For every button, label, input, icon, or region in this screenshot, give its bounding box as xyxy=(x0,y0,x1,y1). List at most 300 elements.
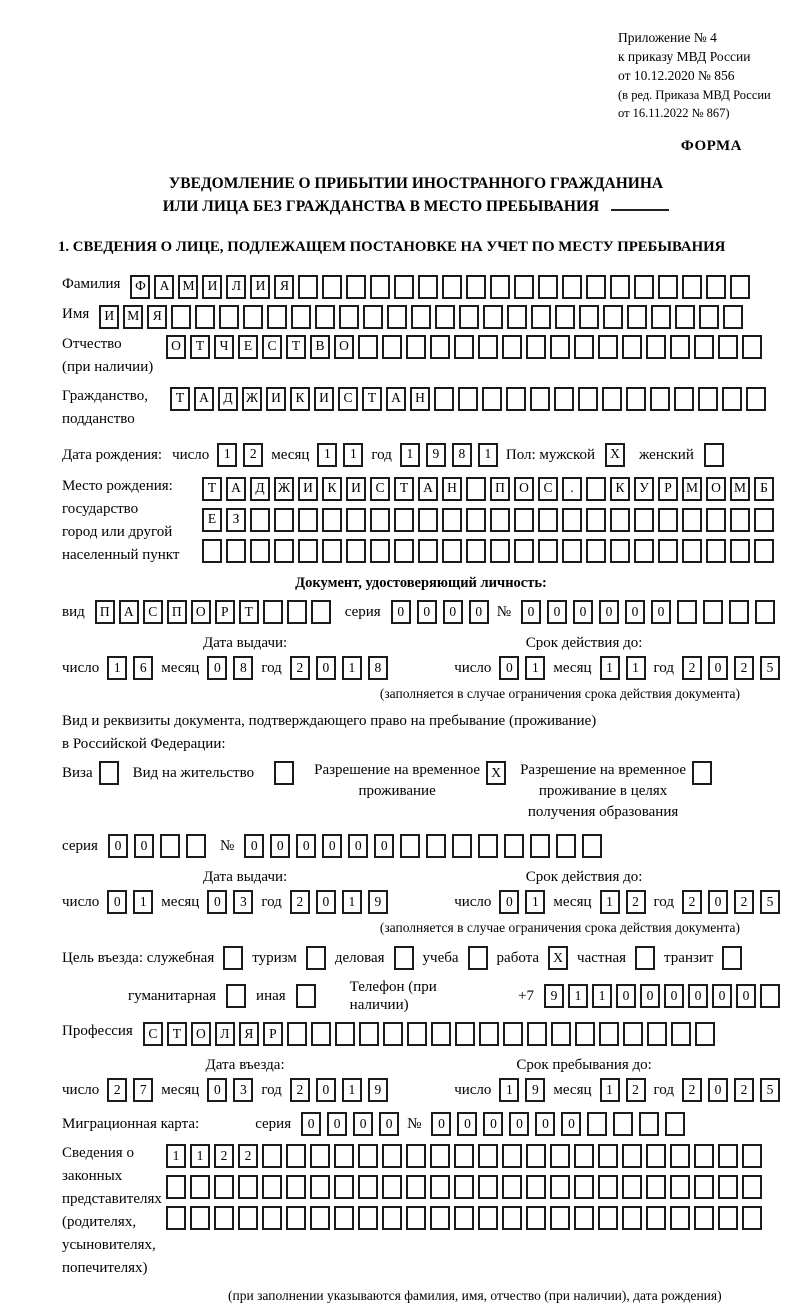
permit-number-cell[interactable]: 0 xyxy=(270,834,290,858)
permit-issue-day-cell[interactable]: 1 xyxy=(133,890,153,914)
profession-cell[interactable] xyxy=(359,1022,379,1046)
representatives-cell[interactable] xyxy=(694,1144,714,1168)
birthplace-cell[interactable]: С xyxy=(370,477,390,501)
permit-number-cell[interactable] xyxy=(582,834,602,858)
birthplace-cell[interactable]: Н xyxy=(442,477,462,501)
given-name-cell[interactable] xyxy=(627,305,647,329)
representatives-cell[interactable] xyxy=(382,1175,402,1199)
profession-cell[interactable] xyxy=(311,1022,331,1046)
birthplace-cell[interactable] xyxy=(322,508,342,532)
given-name-cell[interactable] xyxy=(651,305,671,329)
representatives-cell[interactable] xyxy=(454,1175,474,1199)
citizenship-cell[interactable] xyxy=(530,387,550,411)
given-name-cell[interactable] xyxy=(603,305,623,329)
permit-series-cell[interactable] xyxy=(160,834,180,858)
phone-cell[interactable]: 1 xyxy=(592,984,612,1008)
birthplace-cell[interactable] xyxy=(490,508,510,532)
representatives-cell[interactable] xyxy=(406,1175,426,1199)
purpose-other-checkbox[interactable] xyxy=(296,984,316,1008)
migration-number-cell[interactable]: 0 xyxy=(431,1112,451,1136)
birthplace-cell[interactable] xyxy=(610,508,630,532)
birthplace-cell[interactable] xyxy=(754,539,774,563)
birthplace-cell[interactable]: О xyxy=(514,477,534,501)
doc-type-cell[interactable]: Т xyxy=(239,600,259,624)
phone-cell[interactable]: 0 xyxy=(736,984,756,1008)
stay-day-cell[interactable]: 9 xyxy=(525,1078,545,1102)
permit-issue-year-cell[interactable]: 1 xyxy=(342,890,362,914)
permit-valid-day-cell[interactable]: 0 xyxy=(499,890,519,914)
birthplace-cell[interactable] xyxy=(514,508,534,532)
phone-cell[interactable] xyxy=(760,984,780,1008)
permit-number-cell[interactable]: 0 xyxy=(296,834,316,858)
birthplace-cell[interactable]: Т xyxy=(394,477,414,501)
permit-series-cell[interactable]: 0 xyxy=(108,834,128,858)
birthplace-cell[interactable] xyxy=(298,508,318,532)
citizenship-cell[interactable] xyxy=(722,387,742,411)
representatives-cell[interactable] xyxy=(430,1175,450,1199)
profession-cell[interactable] xyxy=(551,1022,571,1046)
representatives-cell[interactable] xyxy=(334,1206,354,1230)
patronymic-cell[interactable]: Ч xyxy=(214,335,234,359)
doc-type-cell[interactable]: С xyxy=(143,600,163,624)
migration-series-cell[interactable]: 0 xyxy=(301,1112,321,1136)
surname-cell[interactable] xyxy=(298,275,318,299)
birthplace-cell[interactable] xyxy=(250,508,270,532)
representatives-cell[interactable] xyxy=(526,1175,546,1199)
birthplace-cell[interactable] xyxy=(442,508,462,532)
permit-number-cell[interactable]: 0 xyxy=(374,834,394,858)
profession-cell[interactable] xyxy=(335,1022,355,1046)
representatives-cell[interactable] xyxy=(622,1144,642,1168)
doc-issue-day-cell[interactable]: 1 xyxy=(107,656,127,680)
given-name-cell[interactable] xyxy=(531,305,551,329)
purpose-work-checkbox[interactable]: X xyxy=(548,946,568,970)
profession-cell[interactable] xyxy=(527,1022,547,1046)
surname-cell[interactable] xyxy=(682,275,702,299)
doc-issue-month-cell[interactable]: 8 xyxy=(233,656,253,680)
purpose-study-checkbox[interactable] xyxy=(468,946,488,970)
migration-number-cell[interactable]: 0 xyxy=(535,1112,555,1136)
citizenship-cell[interactable] xyxy=(578,387,598,411)
profession-cell[interactable] xyxy=(623,1022,643,1046)
given-name-cell[interactable] xyxy=(699,305,719,329)
representatives-cell[interactable] xyxy=(502,1175,522,1199)
representatives-cell[interactable] xyxy=(214,1175,234,1199)
birthplace-cell[interactable] xyxy=(730,539,750,563)
doc-issue-year-cell[interactable]: 8 xyxy=(368,656,388,680)
given-name-cell[interactable]: И xyxy=(99,305,119,329)
birthplace-cell[interactable] xyxy=(682,539,702,563)
representatives-cell[interactable] xyxy=(310,1206,330,1230)
representatives-cell[interactable]: 2 xyxy=(238,1144,258,1168)
birthplace-cell[interactable]: И xyxy=(346,477,366,501)
doc-type-cell[interactable]: П xyxy=(95,600,115,624)
citizenship-cell[interactable] xyxy=(458,387,478,411)
entry-month-cell[interactable]: 3 xyxy=(233,1078,253,1102)
birthplace-cell[interactable]: Д xyxy=(250,477,270,501)
birthplace-cell[interactable] xyxy=(682,508,702,532)
birthplace-cell[interactable] xyxy=(706,539,726,563)
permit-valid-year-cell[interactable]: 5 xyxy=(760,890,780,914)
migration-number-cell[interactable]: 0 xyxy=(561,1112,581,1136)
doc-number-cell[interactable] xyxy=(729,600,749,624)
purpose-official-checkbox[interactable] xyxy=(223,946,243,970)
representatives-cell[interactable] xyxy=(478,1144,498,1168)
citizenship-cell[interactable] xyxy=(746,387,766,411)
given-name-cell[interactable] xyxy=(675,305,695,329)
representatives-cell[interactable] xyxy=(478,1175,498,1199)
sex-male-checkbox[interactable]: X xyxy=(605,443,625,467)
profession-cell[interactable] xyxy=(383,1022,403,1046)
citizenship-cell[interactable]: Ж xyxy=(242,387,262,411)
representatives-cell[interactable] xyxy=(622,1206,642,1230)
birthplace-cell[interactable] xyxy=(754,508,774,532)
birth-month-cell[interactable]: 1 xyxy=(343,443,363,467)
migration-series-cell[interactable]: 0 xyxy=(327,1112,347,1136)
phone-cell[interactable]: 0 xyxy=(664,984,684,1008)
surname-cell[interactable] xyxy=(442,275,462,299)
doc-valid-month-cell[interactable]: 1 xyxy=(626,656,646,680)
patronymic-cell[interactable] xyxy=(526,335,546,359)
phone-cell[interactable]: 1 xyxy=(568,984,588,1008)
profession-cell[interactable]: Т xyxy=(167,1022,187,1046)
citizenship-cell[interactable] xyxy=(626,387,646,411)
birthplace-cell[interactable] xyxy=(706,508,726,532)
doc-number-cell[interactable]: 0 xyxy=(625,600,645,624)
patronymic-cell[interactable]: В xyxy=(310,335,330,359)
permit-valid-day-cell[interactable]: 1 xyxy=(525,890,545,914)
representatives-cell[interactable] xyxy=(574,1206,594,1230)
phone-cell[interactable]: 0 xyxy=(640,984,660,1008)
birthplace-cell[interactable] xyxy=(610,539,630,563)
representatives-cell[interactable] xyxy=(286,1206,306,1230)
birth-month-cell[interactable]: 1 xyxy=(317,443,337,467)
doc-series-cell[interactable]: 0 xyxy=(443,600,463,624)
birthplace-cell[interactable]: З xyxy=(226,508,246,532)
birthplace-cell[interactable]: М xyxy=(730,477,750,501)
stay-day-cell[interactable]: 1 xyxy=(499,1078,519,1102)
profession-cell[interactable] xyxy=(455,1022,475,1046)
citizenship-cell[interactable] xyxy=(434,387,454,411)
surname-cell[interactable] xyxy=(322,275,342,299)
purpose-business-checkbox[interactable] xyxy=(394,946,414,970)
patronymic-cell[interactable] xyxy=(598,335,618,359)
surname-cell[interactable]: Л xyxy=(226,275,246,299)
representatives-cell[interactable] xyxy=(286,1144,306,1168)
citizenship-cell[interactable]: А xyxy=(386,387,406,411)
representatives-cell[interactable] xyxy=(670,1144,690,1168)
given-name-cell[interactable]: М xyxy=(123,305,143,329)
patronymic-cell[interactable] xyxy=(406,335,426,359)
birthplace-cell[interactable]: Б xyxy=(754,477,774,501)
permit-issue-month-cell[interactable]: 0 xyxy=(207,890,227,914)
representatives-cell[interactable] xyxy=(646,1175,666,1199)
surname-cell[interactable] xyxy=(514,275,534,299)
citizenship-cell[interactable]: Д xyxy=(218,387,238,411)
migration-number-cell[interactable]: 0 xyxy=(483,1112,503,1136)
representatives-cell[interactable] xyxy=(358,1175,378,1199)
stay-month-cell[interactable]: 1 xyxy=(600,1078,620,1102)
citizenship-cell[interactable]: Т xyxy=(170,387,190,411)
birthplace-cell[interactable]: П xyxy=(490,477,510,501)
doc-number-cell[interactable]: 0 xyxy=(573,600,593,624)
doc-valid-year-cell[interactable]: 2 xyxy=(682,656,702,680)
birthplace-cell[interactable] xyxy=(538,539,558,563)
birthplace-cell[interactable] xyxy=(658,508,678,532)
stay-year-cell[interactable]: 2 xyxy=(682,1078,702,1102)
birthplace-cell[interactable] xyxy=(658,539,678,563)
representatives-cell[interactable] xyxy=(286,1175,306,1199)
birthplace-cell[interactable] xyxy=(730,508,750,532)
profession-cell[interactable] xyxy=(647,1022,667,1046)
birth-year-cell[interactable]: 8 xyxy=(452,443,472,467)
permit-number-cell[interactable] xyxy=(400,834,420,858)
patronymic-cell[interactable] xyxy=(646,335,666,359)
citizenship-cell[interactable]: С xyxy=(338,387,358,411)
entry-year-cell[interactable]: 0 xyxy=(316,1078,336,1102)
patronymic-cell[interactable] xyxy=(478,335,498,359)
given-name-cell[interactable] xyxy=(195,305,215,329)
doc-valid-month-cell[interactable]: 1 xyxy=(600,656,620,680)
surname-cell[interactable]: И xyxy=(202,275,222,299)
birth-year-cell[interactable]: 1 xyxy=(400,443,420,467)
stay-year-cell[interactable]: 0 xyxy=(708,1078,728,1102)
citizenship-cell[interactable] xyxy=(698,387,718,411)
birthplace-cell[interactable] xyxy=(634,539,654,563)
birth-day-cell[interactable]: 2 xyxy=(243,443,263,467)
stay-month-cell[interactable]: 2 xyxy=(626,1078,646,1102)
surname-cell[interactable] xyxy=(562,275,582,299)
permit-number-cell[interactable]: 0 xyxy=(322,834,342,858)
representatives-cell[interactable] xyxy=(718,1144,738,1168)
birth-day-cell[interactable]: 1 xyxy=(217,443,237,467)
entry-day-cell[interactable]: 7 xyxy=(133,1078,153,1102)
birthplace-cell[interactable] xyxy=(418,508,438,532)
doc-number-cell[interactable] xyxy=(677,600,697,624)
representatives-cell[interactable] xyxy=(694,1175,714,1199)
migration-number-cell[interactable] xyxy=(639,1112,659,1136)
representatives-cell[interactable] xyxy=(598,1206,618,1230)
birthplace-cell[interactable] xyxy=(250,539,270,563)
representatives-cell[interactable]: 1 xyxy=(190,1144,210,1168)
profession-cell[interactable] xyxy=(575,1022,595,1046)
citizenship-cell[interactable] xyxy=(554,387,574,411)
representatives-cell[interactable] xyxy=(310,1144,330,1168)
given-name-cell[interactable] xyxy=(219,305,239,329)
representatives-cell[interactable] xyxy=(454,1144,474,1168)
patronymic-cell[interactable] xyxy=(718,335,738,359)
permit-issue-day-cell[interactable]: 0 xyxy=(107,890,127,914)
doc-type-cell[interactable] xyxy=(311,600,331,624)
temp-residence-checkbox[interactable]: X xyxy=(486,761,506,785)
visa-checkbox[interactable] xyxy=(99,761,119,785)
patronymic-cell[interactable] xyxy=(622,335,642,359)
patronymic-cell[interactable] xyxy=(382,335,402,359)
permit-issue-year-cell[interactable]: 9 xyxy=(368,890,388,914)
permit-issue-year-cell[interactable]: 2 xyxy=(290,890,310,914)
patronymic-cell[interactable] xyxy=(670,335,690,359)
representatives-cell[interactable] xyxy=(358,1144,378,1168)
profession-cell[interactable] xyxy=(287,1022,307,1046)
birth-year-cell[interactable]: 9 xyxy=(426,443,446,467)
representatives-cell[interactable] xyxy=(334,1175,354,1199)
birthplace-cell[interactable]: С xyxy=(538,477,558,501)
permit-number-cell[interactable] xyxy=(504,834,524,858)
representatives-cell[interactable] xyxy=(238,1206,258,1230)
representatives-cell[interactable] xyxy=(718,1175,738,1199)
citizenship-cell[interactable] xyxy=(602,387,622,411)
doc-series-cell[interactable]: 0 xyxy=(469,600,489,624)
birthplace-cell[interactable] xyxy=(370,508,390,532)
representatives-cell[interactable] xyxy=(430,1144,450,1168)
surname-cell[interactable] xyxy=(394,275,414,299)
birthplace-cell[interactable] xyxy=(202,539,222,563)
birthplace-cell[interactable] xyxy=(322,539,342,563)
stay-year-cell[interactable]: 2 xyxy=(734,1078,754,1102)
entry-year-cell[interactable]: 2 xyxy=(290,1078,310,1102)
profession-cell[interactable] xyxy=(431,1022,451,1046)
given-name-cell[interactable] xyxy=(579,305,599,329)
permit-valid-year-cell[interactable]: 2 xyxy=(734,890,754,914)
representatives-cell[interactable] xyxy=(454,1206,474,1230)
birthplace-cell[interactable] xyxy=(586,539,606,563)
representatives-cell[interactable] xyxy=(742,1175,762,1199)
permit-number-cell[interactable] xyxy=(530,834,550,858)
representatives-cell[interactable] xyxy=(526,1206,546,1230)
representatives-cell[interactable] xyxy=(550,1144,570,1168)
birthplace-cell[interactable]: У xyxy=(634,477,654,501)
representatives-cell[interactable]: 1 xyxy=(166,1144,186,1168)
representatives-cell[interactable] xyxy=(598,1144,618,1168)
permit-number-cell[interactable] xyxy=(556,834,576,858)
doc-number-cell[interactable]: 0 xyxy=(547,600,567,624)
migration-series-cell[interactable]: 0 xyxy=(353,1112,373,1136)
profession-cell[interactable]: Р xyxy=(263,1022,283,1046)
representatives-cell[interactable] xyxy=(382,1144,402,1168)
doc-type-cell[interactable]: О xyxy=(191,600,211,624)
surname-cell[interactable] xyxy=(370,275,390,299)
representatives-cell[interactable] xyxy=(358,1206,378,1230)
doc-type-cell[interactable]: Р xyxy=(215,600,235,624)
patronymic-cell[interactable] xyxy=(430,335,450,359)
surname-cell[interactable]: Я xyxy=(274,275,294,299)
birthplace-cell[interactable]: . xyxy=(562,477,582,501)
entry-year-cell[interactable]: 1 xyxy=(342,1078,362,1102)
doc-issue-month-cell[interactable]: 0 xyxy=(207,656,227,680)
birthplace-cell[interactable] xyxy=(586,477,606,501)
birthplace-cell[interactable]: А xyxy=(226,477,246,501)
birthplace-cell[interactable] xyxy=(490,539,510,563)
surname-cell[interactable] xyxy=(538,275,558,299)
stay-year-cell[interactable]: 5 xyxy=(760,1078,780,1102)
purpose-transit-checkbox[interactable] xyxy=(722,946,742,970)
birthplace-cell[interactable]: О xyxy=(706,477,726,501)
birthplace-cell[interactable]: Т xyxy=(202,477,222,501)
birthplace-cell[interactable]: Р xyxy=(658,477,678,501)
representatives-cell[interactable] xyxy=(214,1206,234,1230)
permit-number-cell[interactable]: 0 xyxy=(244,834,264,858)
doc-type-cell[interactable]: П xyxy=(167,600,187,624)
doc-number-cell[interactable]: 0 xyxy=(599,600,619,624)
patronymic-cell[interactable]: Е xyxy=(238,335,258,359)
birthplace-cell[interactable] xyxy=(538,508,558,532)
birthplace-cell[interactable] xyxy=(274,539,294,563)
representatives-cell[interactable] xyxy=(574,1175,594,1199)
migration-series-cell[interactable]: 0 xyxy=(379,1112,399,1136)
given-name-cell[interactable] xyxy=(339,305,359,329)
phone-cell[interactable]: 0 xyxy=(616,984,636,1008)
birthplace-cell[interactable]: К xyxy=(322,477,342,501)
doc-valid-day-cell[interactable]: 1 xyxy=(525,656,545,680)
doc-type-cell[interactable] xyxy=(263,600,283,624)
permit-number-cell[interactable] xyxy=(478,834,498,858)
permit-issue-month-cell[interactable]: 3 xyxy=(233,890,253,914)
surname-cell[interactable]: М xyxy=(178,275,198,299)
birthplace-cell[interactable]: Ж xyxy=(274,477,294,501)
representatives-cell[interactable] xyxy=(718,1206,738,1230)
surname-cell[interactable]: А xyxy=(154,275,174,299)
representatives-cell[interactable] xyxy=(646,1206,666,1230)
birthplace-cell[interactable]: Е xyxy=(202,508,222,532)
birthplace-cell[interactable]: А xyxy=(418,477,438,501)
permit-number-cell[interactable] xyxy=(452,834,472,858)
representatives-cell[interactable] xyxy=(742,1144,762,1168)
birthplace-cell[interactable] xyxy=(298,539,318,563)
citizenship-cell[interactable]: И xyxy=(314,387,334,411)
profession-cell[interactable]: О xyxy=(191,1022,211,1046)
migration-number-cell[interactable]: 0 xyxy=(509,1112,529,1136)
given-name-cell[interactable] xyxy=(387,305,407,329)
given-name-cell[interactable] xyxy=(267,305,287,329)
citizenship-cell[interactable]: К xyxy=(290,387,310,411)
purpose-tourism-checkbox[interactable] xyxy=(306,946,326,970)
surname-cell[interactable] xyxy=(346,275,366,299)
birthplace-cell[interactable] xyxy=(418,539,438,563)
citizenship-cell[interactable] xyxy=(482,387,502,411)
doc-number-cell[interactable] xyxy=(755,600,775,624)
doc-series-cell[interactable]: 0 xyxy=(391,600,411,624)
birthplace-cell[interactable] xyxy=(442,539,462,563)
doc-valid-year-cell[interactable]: 2 xyxy=(734,656,754,680)
representatives-cell[interactable] xyxy=(406,1206,426,1230)
representatives-cell[interactable] xyxy=(670,1206,690,1230)
representatives-cell[interactable] xyxy=(334,1144,354,1168)
profession-cell[interactable] xyxy=(479,1022,499,1046)
migration-number-cell[interactable]: 0 xyxy=(457,1112,477,1136)
doc-number-cell[interactable] xyxy=(703,600,723,624)
doc-issue-day-cell[interactable]: 6 xyxy=(133,656,153,680)
birthplace-cell[interactable] xyxy=(562,539,582,563)
patronymic-cell[interactable]: О xyxy=(166,335,186,359)
representatives-cell[interactable] xyxy=(430,1206,450,1230)
doc-issue-year-cell[interactable]: 2 xyxy=(290,656,310,680)
representatives-cell[interactable] xyxy=(262,1144,282,1168)
profession-cell[interactable] xyxy=(503,1022,523,1046)
doc-type-cell[interactable] xyxy=(287,600,307,624)
representatives-cell[interactable] xyxy=(694,1206,714,1230)
permit-number-cell[interactable]: 0 xyxy=(348,834,368,858)
sex-female-checkbox[interactable] xyxy=(704,443,724,467)
birthplace-cell[interactable] xyxy=(346,508,366,532)
surname-cell[interactable] xyxy=(586,275,606,299)
birthplace-cell[interactable] xyxy=(562,508,582,532)
birthplace-cell[interactable] xyxy=(586,508,606,532)
representatives-cell[interactable] xyxy=(166,1175,186,1199)
permit-valid-month-cell[interactable]: 1 xyxy=(600,890,620,914)
surname-cell[interactable] xyxy=(418,275,438,299)
patronymic-cell[interactable]: Т xyxy=(190,335,210,359)
patronymic-cell[interactable] xyxy=(550,335,570,359)
